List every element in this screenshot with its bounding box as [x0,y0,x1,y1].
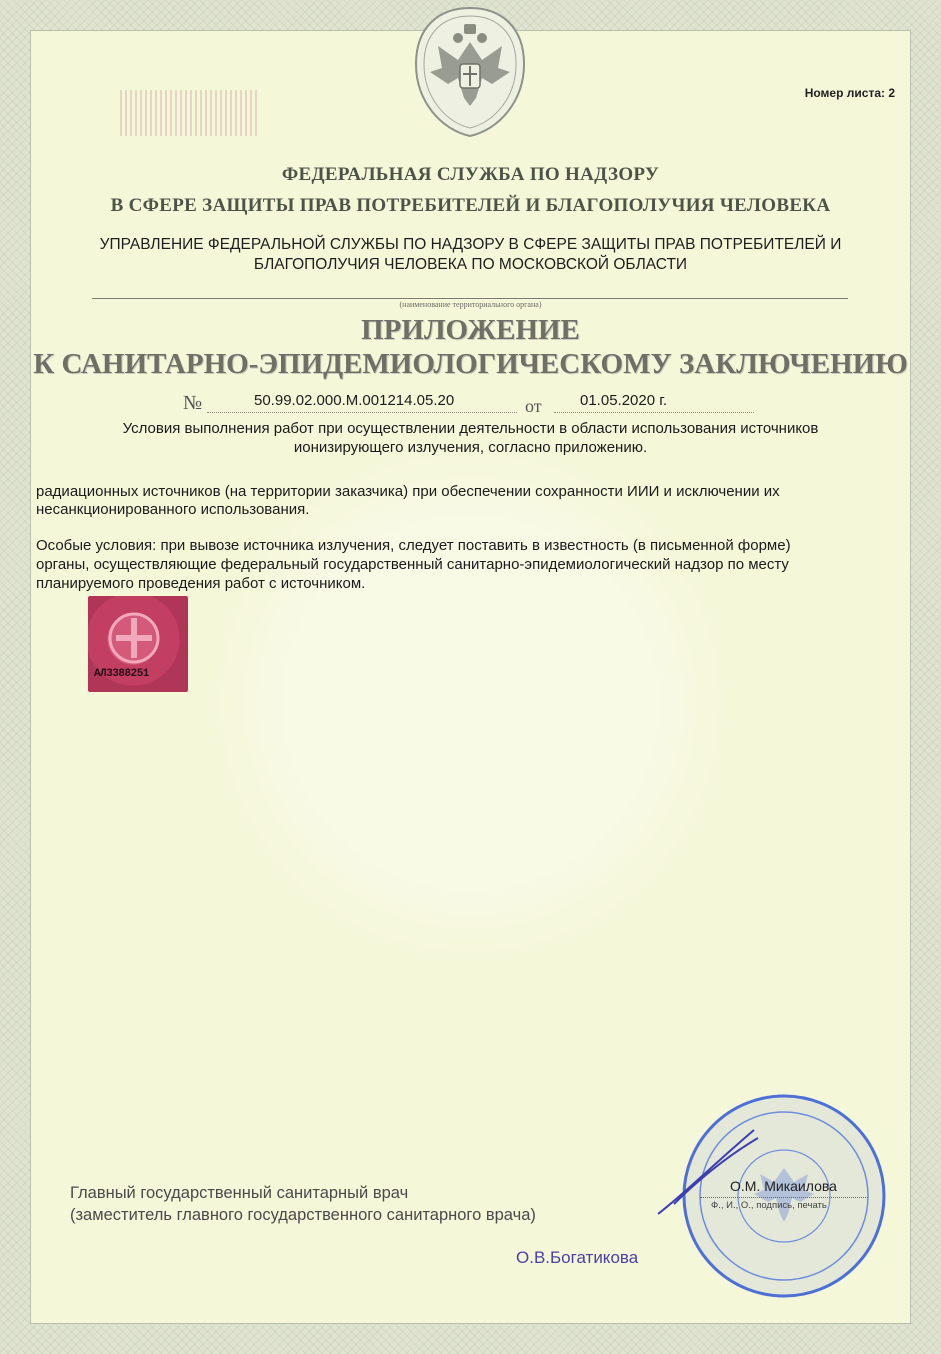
para2-line2: органы, осуществляющие федеральный государственный санитарно-эпидемиологический надзор по месту [36,556,789,573]
agency-title-line2: В СФЕРЕ ЗАЩИТЫ ПРАВ ПОТРЕБИТЕЛЕЙ И БЛАГОПОЛУЧИЯ ЧЕЛОВЕКА [110,195,831,216]
intro-line2: ионизирующего излучения, согласно приложению. [293,439,648,456]
para1-line2: несанкционированного использования. [36,501,310,518]
department-line1: УПРАВЛЕНИЕ ФЕДЕРАЛЬНОЙ СЛУЖБЫ ПО НАДЗОРУ В СФЕРЕ ЗАЩИТЫ ПРАВ ПОТРЕБИТЕЛЕЙ И [99,236,842,253]
eagle-emblem-icon [408,6,532,138]
intro-line1: Условия выполнения работ при осуществлении деятельности в области использования источников [122,420,819,437]
sheet-number: Номер листа: 2 [804,86,895,100]
department-line2: БЛАГОПОЛУЧИЯ ЧЕЛОВЕКА ПО МОСКОВСКОЙ ОБЛАСТИ [253,256,688,273]
document-number: 50.99.02.000.М.001214.05.20 [254,392,455,409]
signatory-name: О.М. Микаилова [730,1178,837,1194]
divider [92,298,848,299]
document-number-row [0,392,941,416]
hologram-sticker [88,596,188,692]
agency-title-line1: ФЕДЕРАЛЬНАЯ СЛУЖБА ПО НАДЗОРУ [281,164,660,185]
stamped-name: О.В.Богатикова [516,1248,639,1267]
signatory-caption: Ф., И., О., подпись, печать [711,1200,827,1211]
date-underline [554,412,754,413]
microprint-pattern [120,90,260,136]
para1-line1: радиационных источников (на территории заказчика) при обеспечении сохранности ИИИ и исключении их [36,483,780,500]
department-caption: (наименование территориального органа) [399,300,542,309]
number-label: № [183,392,203,414]
document-title-line2: К САНИТАРНО-ЭПИДЕМИОЛОГИЧЕСКОМУ ЗАКЛЮЧЕНИЮ [33,348,908,380]
para2-line1: Особые условия: при вывозе источника излучения, следует поставить в известность (в письменной форме) [36,537,791,554]
para2-line3: планируемого проведения работ с источником. [36,575,366,592]
fio-underline [700,1197,868,1198]
document-title-line1: ПРИЛОЖЕНИЕ [361,314,580,346]
date-label: от [525,396,542,416]
document-date: 01.05.2020 г. [580,392,668,409]
signatory-role-line1: Главный государственный санитарный врач [70,1184,409,1202]
number-underline [207,412,517,413]
hologram-serial: АЛ3388251 [94,668,149,680]
signatory-role-line2: (заместитель главного государственного санитарного врача) [70,1206,536,1224]
